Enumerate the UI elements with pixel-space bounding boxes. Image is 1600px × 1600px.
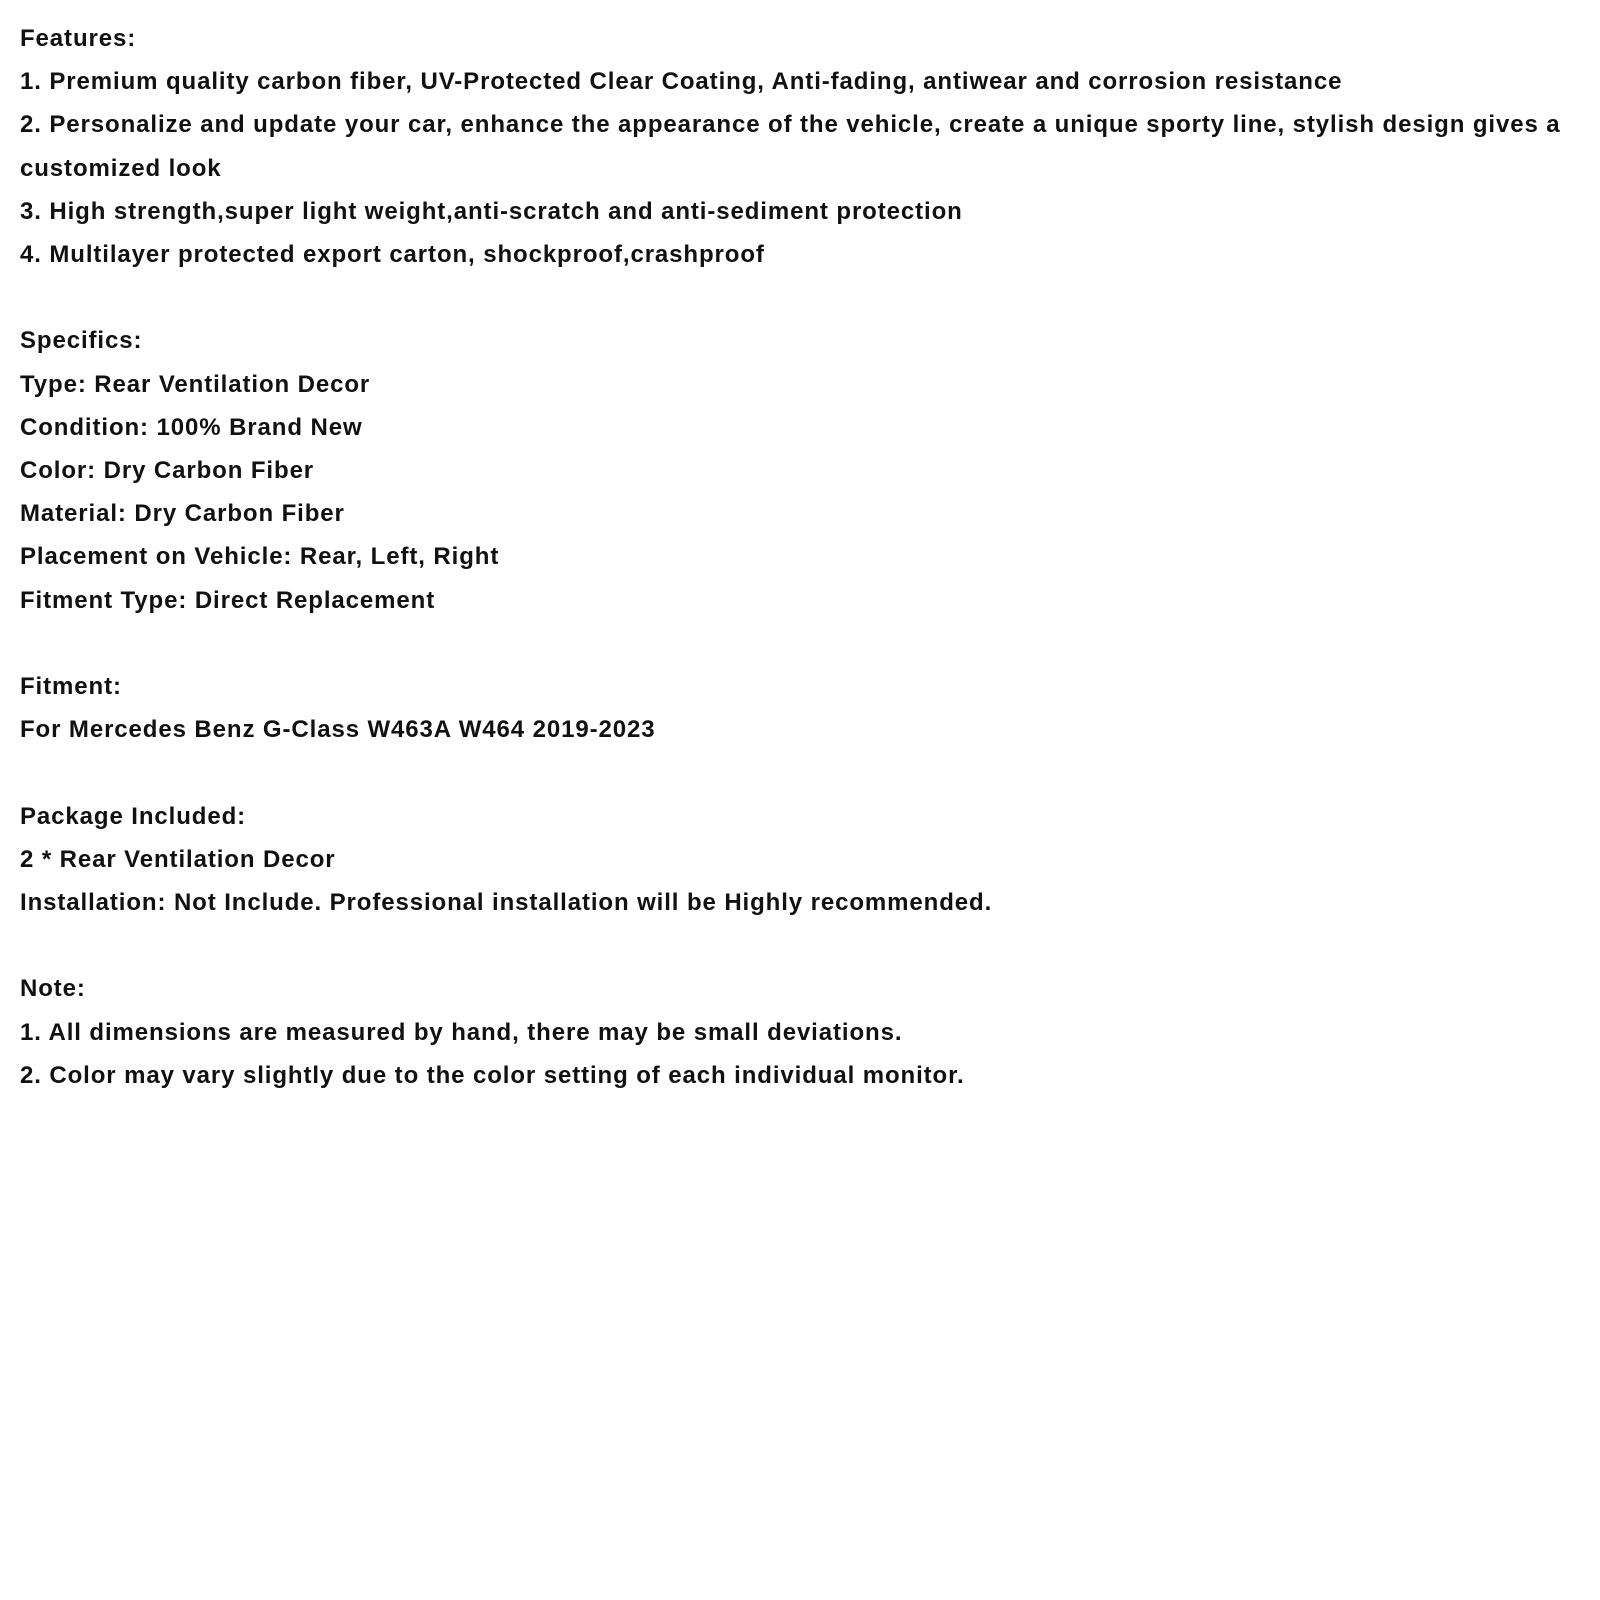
section-spacer xyxy=(20,276,1590,319)
feature-item: 3. High strength,super light weight,anti-scratch and anti-sediment protection xyxy=(20,197,963,225)
fitment-heading: Fitment: xyxy=(20,673,122,701)
spec-color: Color: Dry Carbon Fiber xyxy=(20,457,315,485)
section-spacer xyxy=(20,622,1590,665)
feature-item: 2. Personalize and update your car, enhance the appearance of the vehicle, create a unique sporty line, stylish design gives a customized look xyxy=(20,111,1561,182)
package-item: 2 * Rear Ventilation Decor xyxy=(20,845,336,873)
feature-item: 4. Multilayer protected export carton, shockproof,crashproof xyxy=(20,241,765,269)
fitment-item: For Mercedes Benz G-Class W463A W464 2019-2023 xyxy=(20,716,656,744)
feature-item: 1. Premium quality carbon fiber, UV-Protected Clear Coating, Anti-fading, antiwear and corrosion resistance xyxy=(20,68,1343,96)
spec-placement: Placement on Vehicle: Rear, Left, Right xyxy=(20,543,500,571)
specifics-heading: Specifics: xyxy=(20,327,143,355)
installation-note: Installation: Not Include. Professional installation will be Highly recommended. xyxy=(20,889,993,917)
note-section xyxy=(20,967,1590,1097)
spec-fitment-type: Fitment Type: Direct Replacement xyxy=(20,586,436,614)
package-heading: Package Included: xyxy=(20,802,247,830)
spec-condition: Condition: 100% Brand New xyxy=(20,413,363,441)
note-heading: Note: xyxy=(20,975,86,1003)
note-item: 1. All dimensions are measured by hand, there may be small deviations. xyxy=(20,1018,903,1046)
specifics-section xyxy=(20,319,1590,621)
section-spacer xyxy=(20,924,1590,967)
fitment-section xyxy=(20,665,1590,751)
section-spacer xyxy=(20,751,1590,794)
spec-material: Material: Dry Carbon Fiber xyxy=(20,500,345,528)
note-item: 2. Color may vary slightly due to the color setting of each individual monitor. xyxy=(20,1061,965,1089)
package-section xyxy=(20,795,1590,925)
features-heading: Features: xyxy=(20,25,137,52)
features-section xyxy=(20,17,1590,276)
spec-type: Type: Rear Ventilation Decor xyxy=(20,370,371,398)
product-description xyxy=(20,17,1590,1097)
